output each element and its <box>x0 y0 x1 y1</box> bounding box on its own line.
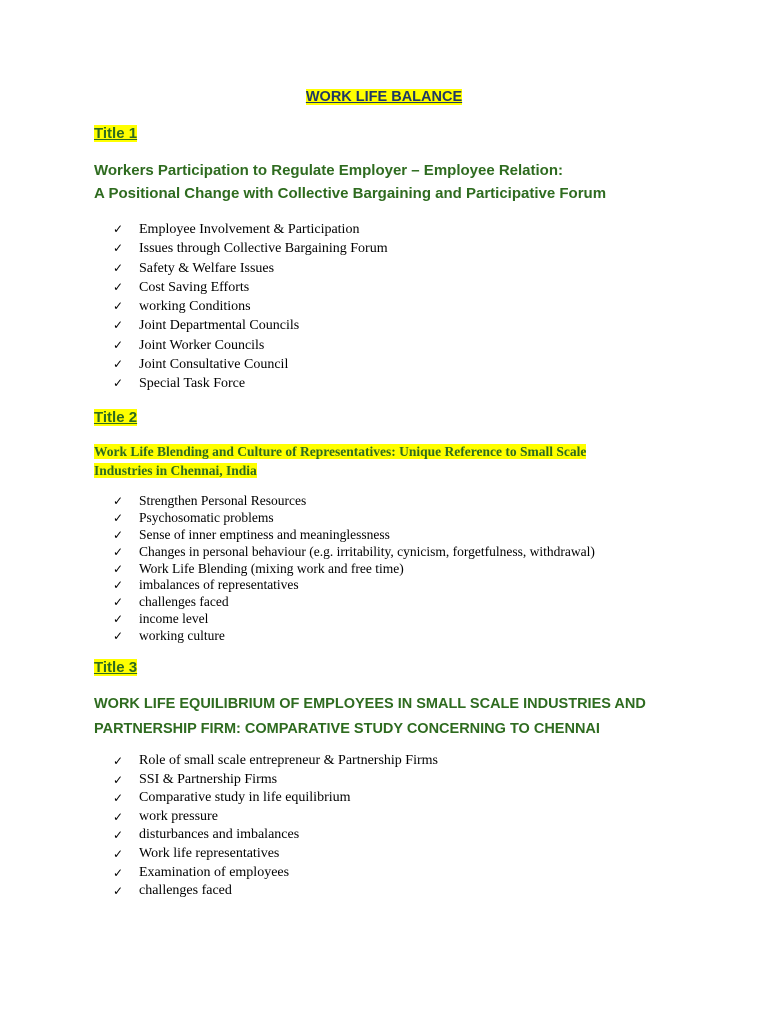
check-mark-icon: ✓ <box>113 337 124 352</box>
section-2-title-label <box>94 409 137 426</box>
section-1-title-text: Title 1 <box>94 125 138 142</box>
check-mark-icon: ✓ <box>113 544 124 559</box>
checklist-item-text: imbalances of representatives <box>139 577 299 593</box>
check-mark-icon: ✓ <box>113 494 124 508</box>
checklist-item-text: Comparative study in life equilibrium <box>139 790 351 806</box>
section-3-heading <box>94 692 694 742</box>
section-1-checklist <box>113 220 388 394</box>
checklist-item-text: Joint Departmental Councils <box>139 318 300 334</box>
checklist-item <box>113 239 388 258</box>
checklist-item <box>113 510 595 527</box>
check-mark-icon: ✓ <box>113 828 124 843</box>
section-1-heading-line-2: A Positional Change with Collective Bargaining and Participative Forum <box>94 185 607 202</box>
checklist-item-text: Psychosomatic problems <box>139 509 274 525</box>
checklist-item-text: SSI & Partnership Firms <box>139 771 278 787</box>
checklist-item <box>113 594 595 611</box>
section-2-checklist <box>113 493 595 645</box>
checklist-item <box>113 808 438 827</box>
checklist-item <box>113 544 595 561</box>
check-mark-icon: ✓ <box>113 612 124 627</box>
section-3-title-text: Title 3 <box>94 659 138 676</box>
check-mark-icon: ✓ <box>113 846 124 861</box>
checklist-item <box>113 527 595 544</box>
check-mark-icon: ✓ <box>113 865 124 880</box>
check-mark-icon: ✓ <box>113 510 124 525</box>
checklist-item <box>113 561 595 578</box>
checklist-item <box>113 297 388 316</box>
checklist-item <box>113 577 595 594</box>
check-mark-icon: ✓ <box>113 241 124 256</box>
section-2-heading-line-1: Work Life Blending and Culture of Representatives: Unique Reference to Small Scale <box>94 444 587 459</box>
checklist-item <box>113 259 388 278</box>
checklist-item-text: challenges faced <box>139 883 232 899</box>
check-mark-icon: ✓ <box>113 376 124 391</box>
checklist-item <box>113 316 388 335</box>
checklist-item-text: Safety & Welfare Issues <box>139 260 275 276</box>
checklist-item-text: disturbances and imbalances <box>139 827 300 843</box>
checklist-item <box>113 882 438 901</box>
checklist-item-text: Sense of inner emptiness and meaninglessness <box>139 526 390 542</box>
main-title-text: WORK LIFE BALANCE <box>305 89 463 105</box>
check-mark-icon: ✓ <box>113 754 124 768</box>
checklist-item-text: Joint Consultative Council <box>139 357 289 373</box>
checklist-item-text: Work life representatives <box>139 845 280 861</box>
checklist-item <box>113 845 438 864</box>
checklist-item-text: income level <box>139 611 209 627</box>
check-mark-icon: ✓ <box>113 772 124 787</box>
checklist-item-text: challenges faced <box>139 594 229 610</box>
section-3-checklist <box>113 752 438 901</box>
checklist-item-text: working Conditions <box>139 299 251 315</box>
checklist-item-text: Cost Saving Efforts <box>139 279 250 295</box>
checklist-item-text: Employee Involvement & Participation <box>139 222 360 237</box>
checklist-item <box>113 789 438 808</box>
section-2-title-text: Title 2 <box>94 409 138 426</box>
check-mark-icon: ✓ <box>113 809 124 824</box>
check-mark-icon: ✓ <box>113 527 124 542</box>
main-title <box>0 89 768 105</box>
checklist-item <box>113 611 595 628</box>
checklist-item <box>113 826 438 845</box>
check-mark-icon: ✓ <box>113 595 124 610</box>
check-mark-icon: ✓ <box>113 222 124 236</box>
checklist-item <box>113 220 388 239</box>
section-3-heading-line-1: WORK LIFE EQUILIBRIUM OF EMPLOYEES IN SMALL SCALE INDUSTRIES AND <box>94 696 646 712</box>
section-1-title-label <box>94 125 137 142</box>
check-mark-icon: ✓ <box>113 791 124 806</box>
checklist-item <box>113 864 438 883</box>
section-2-heading <box>94 442 674 480</box>
checklist-item-text: Strengthen Personal Resources <box>139 493 307 508</box>
section-3-title-label <box>94 659 137 676</box>
checklist-item <box>113 278 388 297</box>
section-3-heading-line-2: PARTNERSHIP FIRM: COMPARATIVE STUDY CONCERNING TO CHENNAI <box>94 721 600 737</box>
checklist-item-text: Changes in personal behaviour (e.g. irritability, cynicism, forgetfulness, withdrawal) <box>139 543 595 559</box>
check-mark-icon: ✓ <box>113 578 124 593</box>
checklist-item-text: Work Life Blending (mixing work and free time) <box>139 560 404 576</box>
checklist-item-text: Role of small scale entrepreneur & Partnership Firms <box>139 753 438 768</box>
check-mark-icon: ✓ <box>113 561 124 576</box>
check-mark-icon: ✓ <box>113 357 124 372</box>
checklist-item <box>113 771 438 790</box>
checklist-item <box>113 355 388 374</box>
checklist-item <box>113 374 388 393</box>
check-mark-icon: ✓ <box>113 629 124 644</box>
checklist-item-text: working culture <box>139 628 225 644</box>
section-1-heading-line-1: Workers Participation to Regulate Employer – Employee Relation: <box>94 162 564 179</box>
section-2-heading-line-2: Industries in Chennai, India <box>94 463 257 478</box>
check-mark-icon: ✓ <box>113 318 124 333</box>
checklist-item-text: Issues through Collective Bargaining Forum <box>139 241 388 257</box>
checklist-item <box>113 336 388 355</box>
checklist-item <box>113 752 438 771</box>
checklist-item <box>113 628 595 645</box>
checklist-item-text: Examination of employees <box>139 864 290 880</box>
check-mark-icon: ✓ <box>113 299 124 314</box>
check-mark-icon: ✓ <box>113 884 124 899</box>
checklist-item-text: Joint Worker Councils <box>139 337 265 353</box>
checklist-item <box>113 493 595 510</box>
checklist-item-text: Special Task Force <box>139 376 246 392</box>
checklist-item-text: work pressure <box>139 808 218 824</box>
check-mark-icon: ✓ <box>113 260 124 275</box>
check-mark-icon: ✓ <box>113 279 124 294</box>
section-1-heading <box>94 159 606 205</box>
